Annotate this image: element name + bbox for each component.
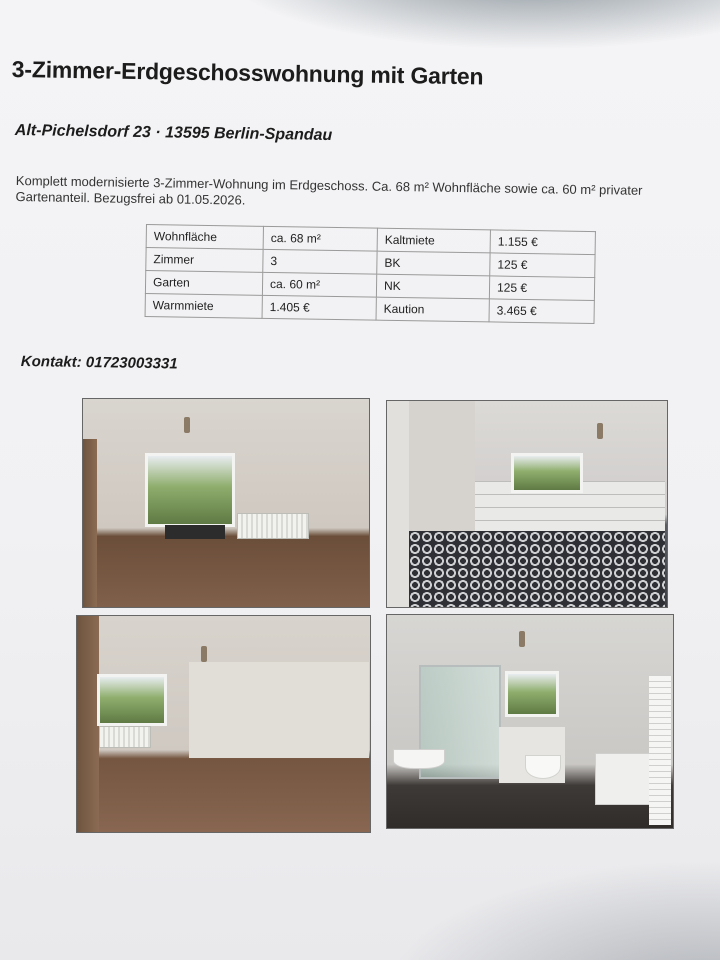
towel-radiator (649, 675, 671, 825)
wall (189, 662, 369, 758)
table-cell: ca. 60 m² (262, 272, 376, 297)
table-cell: BK (377, 251, 490, 276)
shadow-top (220, 0, 720, 50)
table-cell: 1.155 € (490, 230, 595, 255)
listing-address: Alt-Pichelsdorf 23 · 13595 Berlin-Spandau (14, 122, 333, 144)
table-cell: Warmmiete (145, 293, 262, 318)
step (165, 525, 225, 539)
sink (393, 749, 445, 769)
table-cell: Kaltmiete (377, 228, 490, 253)
table-cell: ca. 68 m² (263, 226, 377, 251)
ceiling-lamp-icon (184, 417, 190, 433)
table-cell: 125 € (489, 276, 594, 301)
table-cell: Zimmer (146, 248, 263, 273)
table-cell: 3 (263, 249, 377, 274)
door-frame (387, 401, 411, 607)
window (145, 453, 235, 527)
door (77, 616, 99, 832)
ceiling-lamp-icon (597, 423, 603, 439)
bedroom-photo (76, 615, 371, 833)
window (505, 671, 559, 717)
table-cell: 125 € (490, 253, 595, 278)
bathroom-photo (386, 614, 674, 829)
door (83, 439, 97, 607)
patterned-floor (409, 531, 665, 607)
table-cell: Kaution (376, 297, 489, 322)
listing-facts-table (145, 224, 596, 324)
window (511, 453, 583, 493)
listing-description: Komplett modernisierte 3-Zimmer-Wohnung im Erdgeschoss. Ca. 68 m² Wohnfläche sowie ca. 60 m² privater Gartenanteil. Bezugsfrei ab 01.05.2026. (15, 173, 643, 208)
table-cell: 1.405 € (262, 295, 376, 320)
table-cell: NK (376, 274, 489, 299)
radiator (99, 726, 151, 748)
radiator (237, 513, 309, 539)
living-room-photo (82, 398, 370, 608)
bathtub (595, 753, 657, 805)
kitchen-photo (386, 400, 668, 608)
contact-line: Kontakt: 01723003331 (20, 353, 178, 373)
table-cell: 3.465 € (489, 299, 594, 324)
table-cell: Wohnfläche (146, 225, 263, 250)
shadow-bottom (380, 860, 720, 960)
toilet (525, 755, 561, 779)
ceiling-lamp-icon (201, 646, 207, 662)
ceiling-lamp-icon (519, 631, 525, 647)
table-cell: Garten (145, 271, 262, 296)
window (97, 674, 167, 726)
listing-title: 3-Zimmer-Erdgeschosswohnung mit Garten (11, 56, 484, 90)
